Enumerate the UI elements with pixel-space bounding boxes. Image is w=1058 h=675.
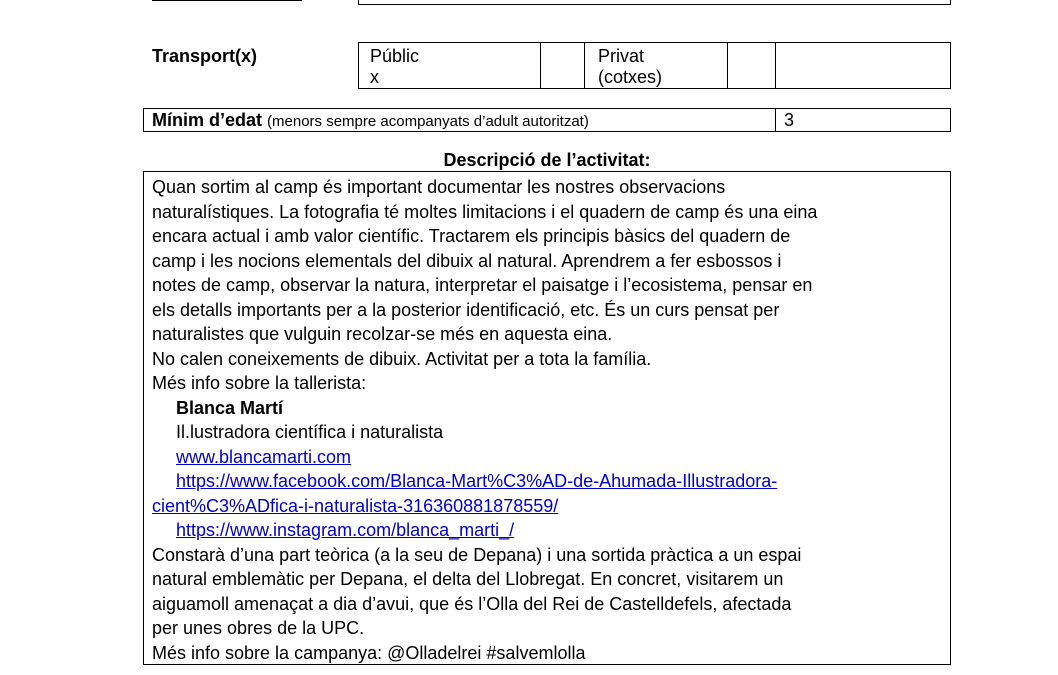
description-line: Quan sortim al camp és important documentar les nostres observacions	[152, 177, 726, 197]
description-title: Descripció de l’activitat:	[443, 150, 651, 170]
transport-public-label: Públic	[370, 46, 420, 66]
transport-private-sub: (cotxes)	[598, 67, 663, 87]
description-line: No calen coneixements de dibuix. Activitat per a tota la família.	[152, 348, 652, 369]
transport-private-label: Privat	[598, 46, 645, 66]
artist-facebook-link-continued[interactable]: cient%C3%ADfica-i-naturalista-316360881878559/	[152, 495, 559, 516]
artist-instagram-link[interactable]: https://www.instagram.com/blanca_marti_/	[176, 520, 515, 540]
top-cropped-label-fragment	[152, 0, 302, 1]
closing-line: aiguamoll amenaçat a dia d’avui, que és l’Olla del Rei de Castelldefels, afectada	[152, 593, 792, 614]
age-divider	[775, 108, 776, 132]
description-line: notes de camp, observar la natura, interpretar el paisatge i l’ecosistema, pensar en	[152, 275, 813, 295]
age-label-row	[152, 110, 589, 132]
closing-line: Constarà d’una part teòrica (a la seu de Depana) i una sortida pràctica a un espai	[152, 544, 802, 565]
description-line: camp i les nocions elementals del dibuix al natural. Aprendrem a fer esbossos i	[152, 250, 782, 271]
age-label: Mínim d’edat	[152, 110, 263, 130]
description-line: naturalistes que vulguin recolzar-se més en aquesta eina.	[152, 324, 613, 344]
artist-role: Il.lustradora científica i naturalista	[176, 422, 444, 442]
artist-facebook-link[interactable]: https://www.facebook.com/Blanca-Mart%C3%AD-de-Ahumada-Illustradora-	[176, 471, 778, 491]
description-line: Més info sobre la tallerista:	[152, 373, 367, 393]
closing-line: natural emblemàtic per Depana, el delta del Llobregat. En concret, visitarem un	[152, 569, 784, 589]
closing-line: Més info sobre la campanya: @Olladelrei #salvemlolla	[152, 642, 586, 663]
top-cropped-row	[358, 0, 951, 5]
description-line: encara actual i amb valor científic. Tractarem els principis bàsics del quadern de	[152, 226, 791, 246]
age-value: 3	[784, 110, 795, 130]
transport-divider-4	[775, 42, 776, 89]
age-note: (menors sempre acompanyats d’adult autoritzat)	[267, 113, 589, 130]
artist-website-link[interactable]: www.blancamarti.com	[176, 446, 352, 467]
transport-label: Transport(x)	[152, 46, 258, 66]
transport-divider-3	[727, 42, 728, 89]
artist-name: Blanca Martí	[176, 397, 284, 418]
transport-public-mark: x	[370, 67, 379, 87]
transport-divider-1	[540, 42, 541, 89]
description-line: els detalls importants per a la posterior identificació, etc. És un curs pensat per	[152, 299, 780, 320]
transport-divider-2	[584, 42, 585, 89]
description-line: naturalístiques. La fotografia té moltes limitacions i el quadern de camp és una eina	[152, 201, 818, 222]
closing-line: per unes obres de la UPC.	[152, 618, 365, 638]
description-body	[152, 177, 947, 667]
